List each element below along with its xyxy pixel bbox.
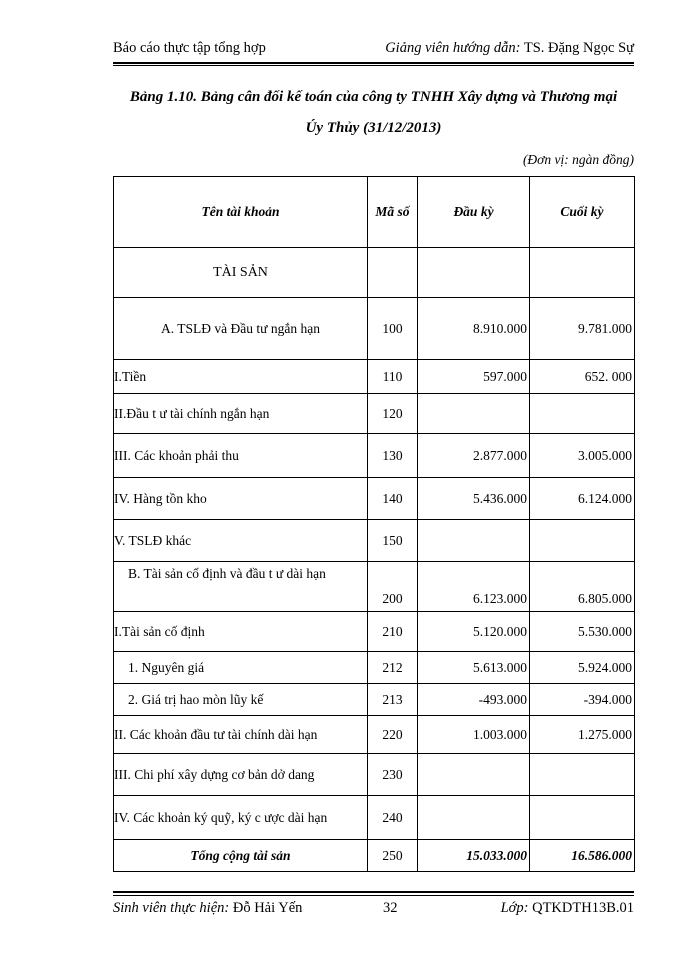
table-row	[114, 360, 635, 394]
page-header	[113, 40, 634, 62]
row-code: 150	[368, 520, 418, 562]
row-name: B. Tài sản cố định và đầu t ư dài hạn	[114, 562, 368, 612]
table-title-line2: Úy Thủy (31/12/2013)	[305, 120, 442, 136]
row-end	[530, 394, 635, 434]
row-end: 5.924.000	[530, 652, 635, 684]
row-name: I.Tài sản cố định	[114, 612, 368, 652]
table-row	[114, 754, 635, 796]
row-name: V. TSLĐ khác	[114, 520, 368, 562]
header-supervisor-label: Giảng viên hướng dẫn:	[385, 40, 521, 56]
table-row	[114, 796, 635, 840]
row-name: IV. Hàng tồn kho	[114, 478, 368, 520]
total-row	[114, 840, 635, 872]
col-header-end: Cuối kỳ	[530, 177, 635, 248]
col-header-begin: Đầu kỳ	[418, 177, 530, 248]
row-end: 652. 000	[530, 360, 635, 394]
row-code: 110	[368, 360, 418, 394]
row-begin: 2.877.000	[418, 434, 530, 478]
table-row	[114, 612, 635, 652]
row-begin: 6.123.000	[418, 562, 530, 612]
balance-sheet-table	[113, 176, 635, 872]
row-name: I.Tiền	[114, 360, 368, 394]
row-name: A. TSLĐ và Đầu tư ngắn hạn	[114, 298, 368, 360]
row-begin: 8.910.000	[418, 298, 530, 360]
row-begin	[418, 520, 530, 562]
row-end: 1.275.000	[530, 716, 635, 754]
row-code: 210	[368, 612, 418, 652]
row-begin: 5.120.000	[418, 612, 530, 652]
row-name: 1. Nguyên giá	[114, 652, 368, 684]
row-code: 240	[368, 796, 418, 840]
row-code: 213	[368, 684, 418, 716]
footer-divider	[113, 891, 634, 893]
row-end: 3.005.000	[530, 434, 635, 478]
row-end: 5.530.000	[530, 612, 635, 652]
footer-class-label: Lớp:	[500, 900, 529, 916]
footer-student-label: Sinh viên thực hiện:	[113, 900, 230, 916]
row-code: 212	[368, 652, 418, 684]
row-name: IV. Các khoản ký quỹ, ký c ược dài hạn	[114, 796, 368, 840]
row-name: II.Đầu t ư tài chính ngắn hạn	[114, 394, 368, 434]
col-header-code: Mã số	[368, 177, 418, 248]
row-name: III. Các khoản phải thu	[114, 434, 368, 478]
row-name: II. Các khoản đầu tư tài chính dài hạn	[114, 716, 368, 754]
row-end	[530, 754, 635, 796]
row-code: 220	[368, 716, 418, 754]
row-end	[530, 520, 635, 562]
row-end: 9.781.000	[530, 298, 635, 360]
table-row	[114, 298, 635, 360]
col-header-account: Tên tài khoản	[114, 177, 368, 248]
header-supervisor-name: TS. Đặng Ngọc Sự	[520, 40, 634, 56]
total-begin: 15.033.000	[418, 840, 530, 872]
total-code: 250	[368, 840, 418, 872]
footer-class	[501, 900, 634, 917]
total-name: Tổng cộng tài sản	[114, 840, 368, 872]
section-title: TÀI SẢN	[114, 248, 368, 298]
table-row	[114, 716, 635, 754]
row-code: 230	[368, 754, 418, 796]
row-begin: 597.000	[418, 360, 530, 394]
row-code: 200	[368, 562, 418, 612]
row-begin	[418, 796, 530, 840]
footer-student	[113, 900, 302, 917]
row-begin: 5.613.000	[418, 652, 530, 684]
table-row	[114, 562, 635, 612]
footer-student-name: Đỗ Hải Yến	[229, 900, 303, 916]
row-code: 120	[368, 394, 418, 434]
row-begin: 5.436.000	[418, 478, 530, 520]
row-code: 130	[368, 434, 418, 478]
table-row	[114, 520, 635, 562]
row-end	[530, 796, 635, 840]
row-begin	[418, 754, 530, 796]
row-code: 140	[368, 478, 418, 520]
row-name: III. Chi phí xây dựng cơ bản dở dang	[114, 754, 368, 796]
unit-note: (Đơn vị: ngàn đồng)	[522, 152, 634, 167]
header-divider	[113, 62, 634, 64]
table-row	[114, 434, 635, 478]
table-row	[114, 394, 635, 434]
table-row	[114, 684, 635, 716]
table-row	[114, 652, 635, 684]
table-row	[114, 478, 635, 520]
table-header-row	[114, 177, 635, 248]
row-end: -394.000	[530, 684, 635, 716]
total-end: 16.586.000	[530, 840, 635, 872]
row-end: 6.124.000	[530, 478, 635, 520]
page-number: 32	[383, 900, 398, 916]
header-report-title: Báo cáo thực tập tổng hợp	[113, 40, 266, 56]
footer-divider-thin	[113, 895, 634, 896]
header-supervisor	[385, 40, 634, 57]
row-code: 100	[368, 298, 418, 360]
footer-class-value: QTKDTH13B.01	[528, 900, 634, 916]
header-divider-thin	[113, 65, 634, 66]
row-name: 2. Giá trị hao mòn lũy kế	[114, 684, 368, 716]
table-title-line1: Bảng 1.10. Bảng cân đối kế toán của công ty TNHH Xây dựng và Thương mại	[129, 89, 618, 105]
row-begin	[418, 394, 530, 434]
section-row	[114, 248, 635, 298]
row-begin: -493.000	[418, 684, 530, 716]
row-end: 6.805.000	[530, 562, 635, 612]
row-begin: 1.003.000	[418, 716, 530, 754]
